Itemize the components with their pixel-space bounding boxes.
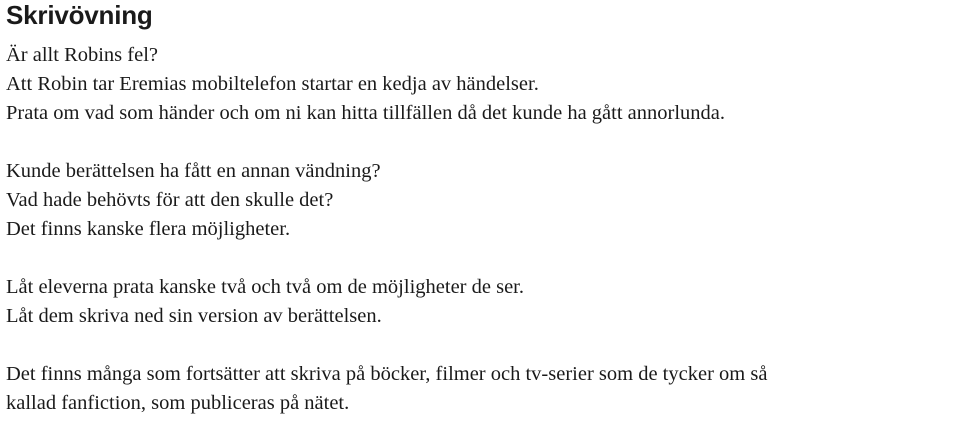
paragraph-questions [6, 157, 960, 244]
paragraph-instructions [6, 273, 960, 331]
paragraph-fanfiction [6, 360, 960, 418]
text-line: Är allt Robins fel? [6, 44, 159, 66]
text-line: Låt eleverna prata kanske två och två om de möjligheter de ser. [6, 276, 524, 298]
paragraph-intro [6, 41, 960, 128]
text-line: Vad hade behövts för att den skulle det? [6, 189, 334, 211]
text-line: Att Robin tar Eremias mobiltelefon startar en kedja av händelser. [6, 73, 539, 95]
page-title: Skrivövning [6, 0, 153, 30]
text-line: Prata om vad som händer och om ni kan hitta tillfällen då det kunde ha gått annorlunda. [6, 102, 726, 124]
document-body [6, 41, 960, 418]
text-line: kallad fanfiction, som publiceras på nätet. [6, 392, 350, 414]
text-line: Kunde berättelsen ha fått en annan vändning? [6, 160, 381, 182]
text-line: Det finns många som fortsätter att skriva på böcker, filmer och tv-serier som de tycker om så [6, 363, 768, 385]
text-line: Det finns kanske flera möjligheter. [6, 218, 291, 240]
text-line: Låt dem skriva ned sin version av berättelsen. [6, 305, 382, 327]
